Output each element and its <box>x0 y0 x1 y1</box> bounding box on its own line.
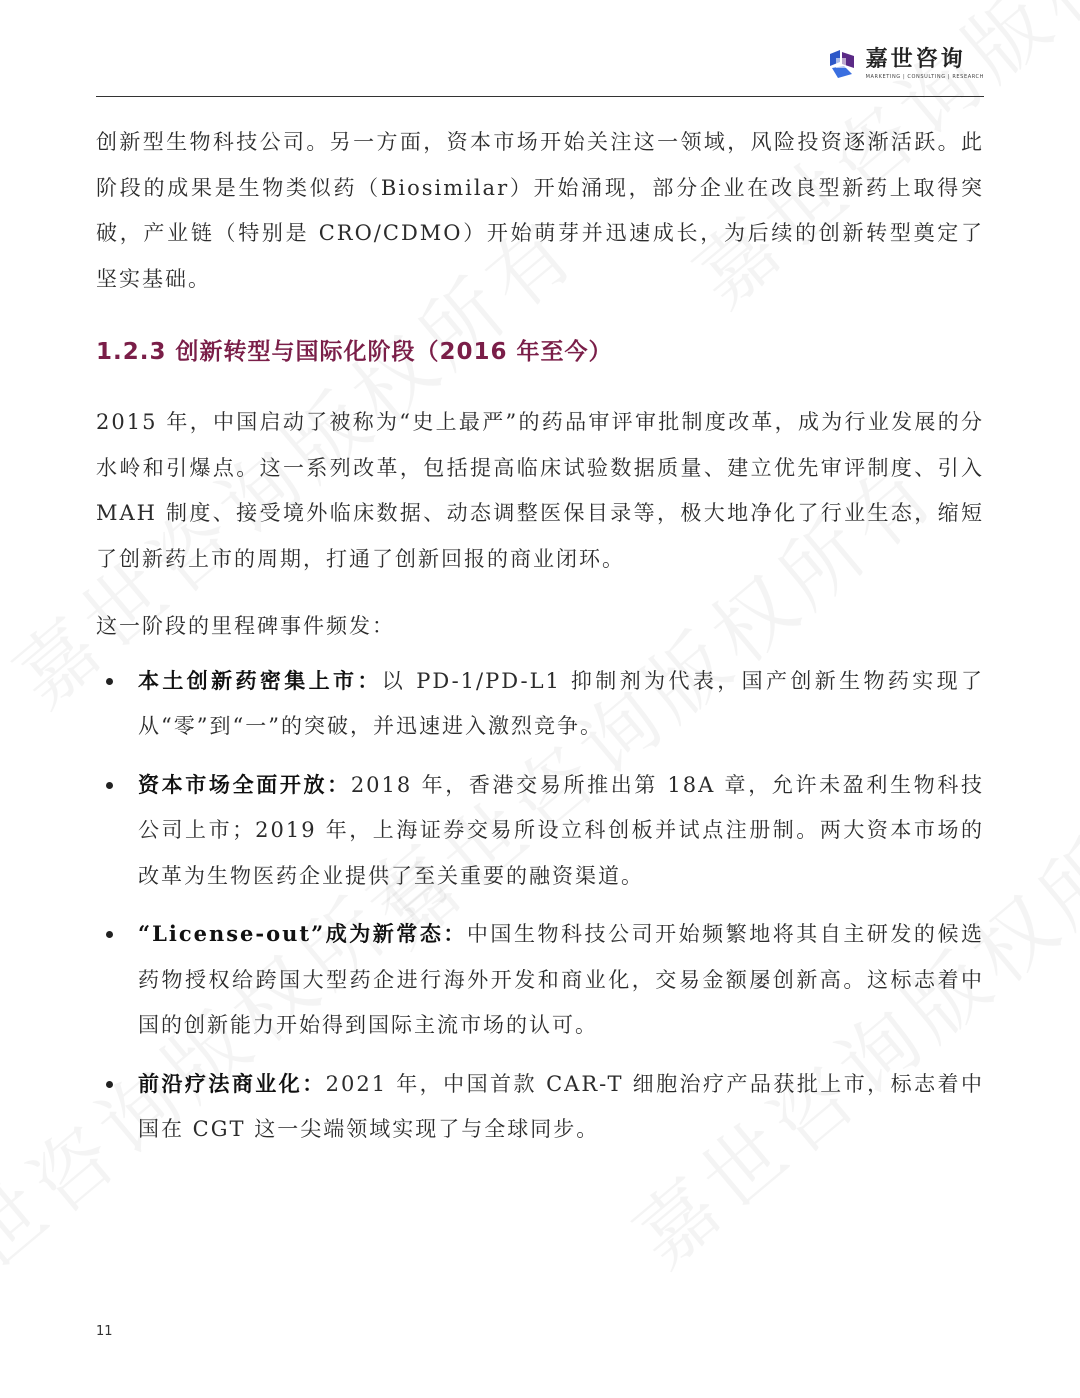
list-item-text: 2021 年，中国首款 CAR-T 细胞治疗产品获批上市，标志着中国在 CGT 这一尖端领域实现了与全球同步。 <box>138 1071 985 1141</box>
list-item-title: 前沿疗法商业化： <box>138 1070 326 1096</box>
paragraph-1: 创新型生物科技公司。另一方面，资本市场开始关注这一领域，风险投资逐渐活跃。此阶段的成果是生物类似药（Biosimilar）开始涌现，部分企业在改良型新药上取得突破，产业链（特别是 CRO/CDMO）开始萌芽并迅速成长，为后续的创新转型奠定了坚实基础。 <box>96 130 984 291</box>
company-logo <box>826 48 984 80</box>
list-item <box>96 1061 984 1153</box>
list-item-title: 本土创新药密集上市： <box>138 667 382 693</box>
logo-tagline: MARKETING | CONSULTING | RESEARCH <box>865 74 984 80</box>
bullet-dot-icon <box>106 931 113 938</box>
list-item-text: 以 PD-1/PD-L1 抑制剂为代表，国产创新生物药实现了从“零”到“一”的突破，并迅速进入激烈竞争。 <box>138 668 984 738</box>
logo-chinese-name: 嘉世咨询 <box>865 47 966 72</box>
paragraph-2: 2015 年，中国启动了被称为“史上最严”的药品审评审批制度改革，成为行业发展的分水岭和引爆点。这一系列改革，包括提高临床试验数据质量、建立优先审评制度、引入 MAH 制度、接受境外临床数据、动态调整医保目录等，极大地净化了行业生态，缩短了创新药上市的周期，打通了创新回报的商业闭环。 <box>96 410 984 571</box>
paragraph-3: 这一阶段的里程碑事件频发： <box>96 614 395 638</box>
page-header <box>96 40 984 97</box>
document-body <box>96 120 984 1165</box>
bullet-dot-icon <box>106 782 113 789</box>
list-item-text: 2018 年，香港交易所推出第 18A 章，允许未盈利生物科技公司上市；2019 年，上海证券交易所设立科创板并试点注册制。两大资本市场的改革为生物医药企业提供了至关重要的融资渠道。 <box>138 772 985 888</box>
bullet-dot-icon <box>106 1081 113 1088</box>
bullet-dot-icon <box>106 678 113 685</box>
list-item-title: 资本市场全面开放： <box>138 771 351 797</box>
page-number: 11 <box>96 1324 113 1339</box>
list-item-title: “License-out”成为新常态： <box>138 921 467 946</box>
list-item <box>96 911 984 1049</box>
logo-mark-icon <box>826 48 858 80</box>
list-item-text: 中国生物科技公司开始频繁地将其自主研发的候选药物授权给跨国大型药企进行海外开发和商业化，交易金额屡创新高。这标志着中国的创新能力开始得到国际主流市场的认可。 <box>138 922 984 1037</box>
milestone-list <box>96 658 984 1153</box>
section-heading: 1.2.3 创新转型与国际化阶段（2016 年至今） <box>96 339 613 365</box>
list-item <box>96 658 984 750</box>
list-item <box>96 762 984 900</box>
